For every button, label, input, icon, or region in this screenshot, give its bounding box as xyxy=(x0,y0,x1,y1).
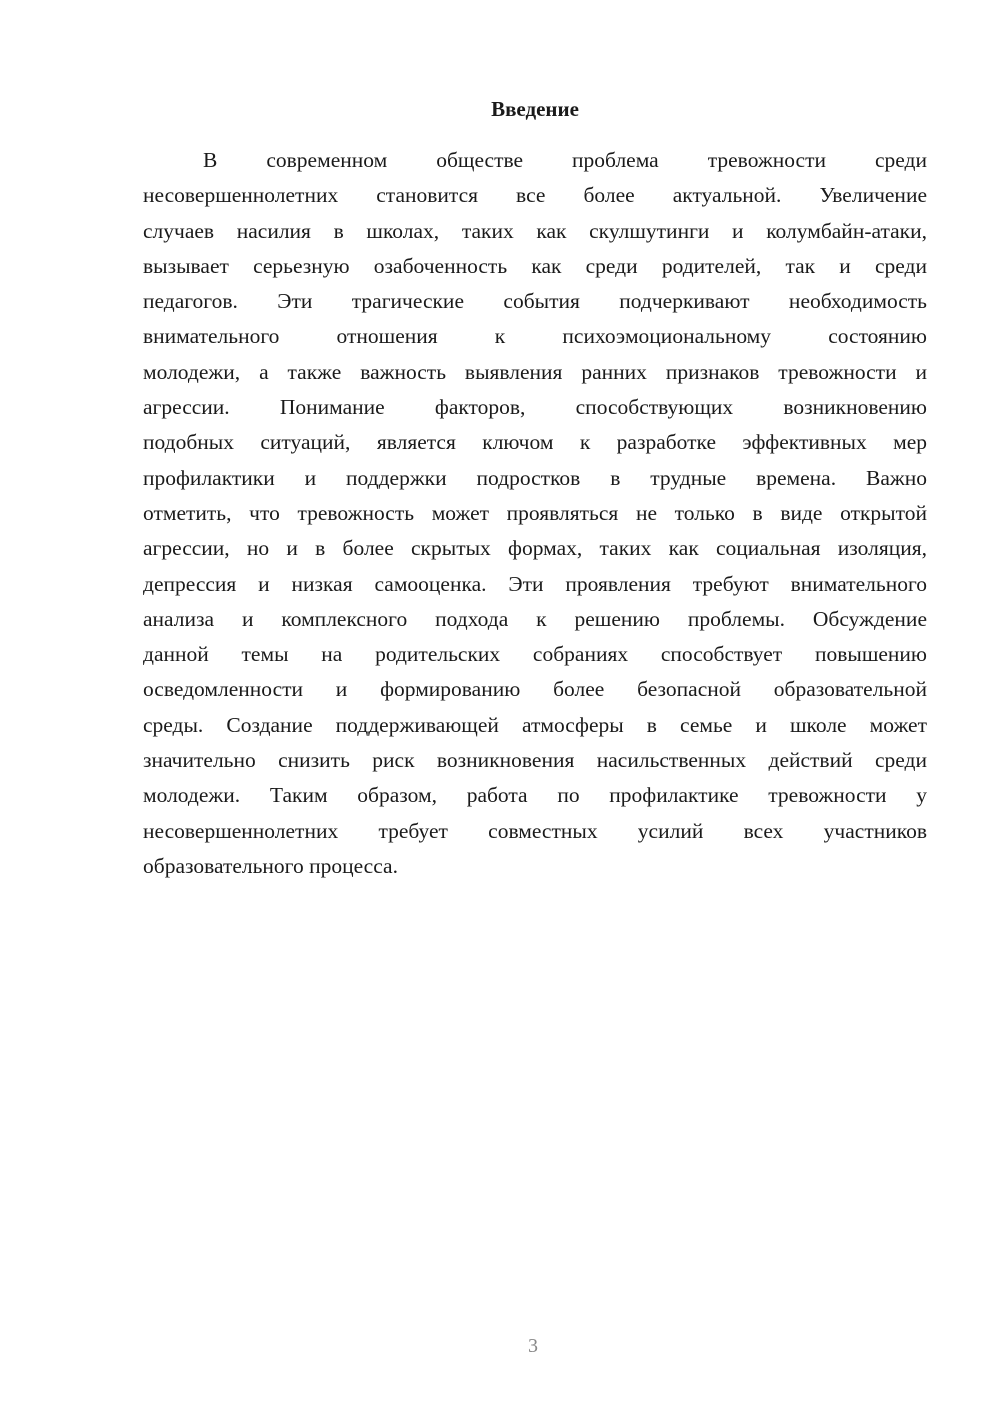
text-line: анализа и комплексного подхода к решению проблемы. Обсуждение xyxy=(143,606,927,631)
page-number: 3 xyxy=(528,1335,538,1357)
text-line: несовершеннолетних требует совместных усилий всех участников xyxy=(143,818,927,843)
text-line: агрессии. Понимание факторов, способствующих возникновению xyxy=(143,395,927,420)
text-line: агрессии, но и в более скрытых формах, таких как социальная изоляция, xyxy=(143,536,927,561)
text-line: депрессия и низкая самооценка. Эти проявления требуют внимательного xyxy=(143,571,927,596)
text-line: среды. Создание поддерживающей атмосферы в семье и школе может xyxy=(143,712,927,737)
text-line: молодежи, а также важность выявления ранних признаков тревожности и xyxy=(143,359,927,384)
text-line: педагогов. Эти трагические события подчеркивают необходимость xyxy=(143,289,927,314)
text-line: осведомленности и формированию более безопасной образовательной xyxy=(143,677,927,702)
text-line: отметить, что тревожность может проявляться не только в виде открытой xyxy=(143,500,927,525)
text-line: значительно снизить риск возникновения насильственных действий среди xyxy=(143,748,927,773)
text-line: несовершеннолетних становится все более актуальной. Увеличение xyxy=(143,183,927,208)
text-line: внимательного отношения к психоэмоциональному состоянию xyxy=(143,324,927,349)
section-title: Введение xyxy=(491,97,579,121)
text-line: образовательного процесса. xyxy=(143,853,398,878)
text-line: молодежи. Таким образом, работа по профилактике тревожности у xyxy=(143,783,927,808)
text-line: профилактики и поддержки подростков в трудные времена. Важно xyxy=(143,465,927,490)
text-line: случаев насилия в школах, таких как скулшутинги и колумбайн-атаки, xyxy=(143,218,927,243)
text-line: вызывает серьезную озабоченность как среди родителей, так и среди xyxy=(143,253,927,278)
text-line: данной темы на родительских собраниях способствует повышению xyxy=(143,642,927,667)
body-paragraph xyxy=(143,145,927,886)
text-line: подобных ситуаций, является ключом к разработке эффективных мер xyxy=(143,430,927,455)
text-line: В современном обществе проблема тревожности среди xyxy=(203,148,927,172)
